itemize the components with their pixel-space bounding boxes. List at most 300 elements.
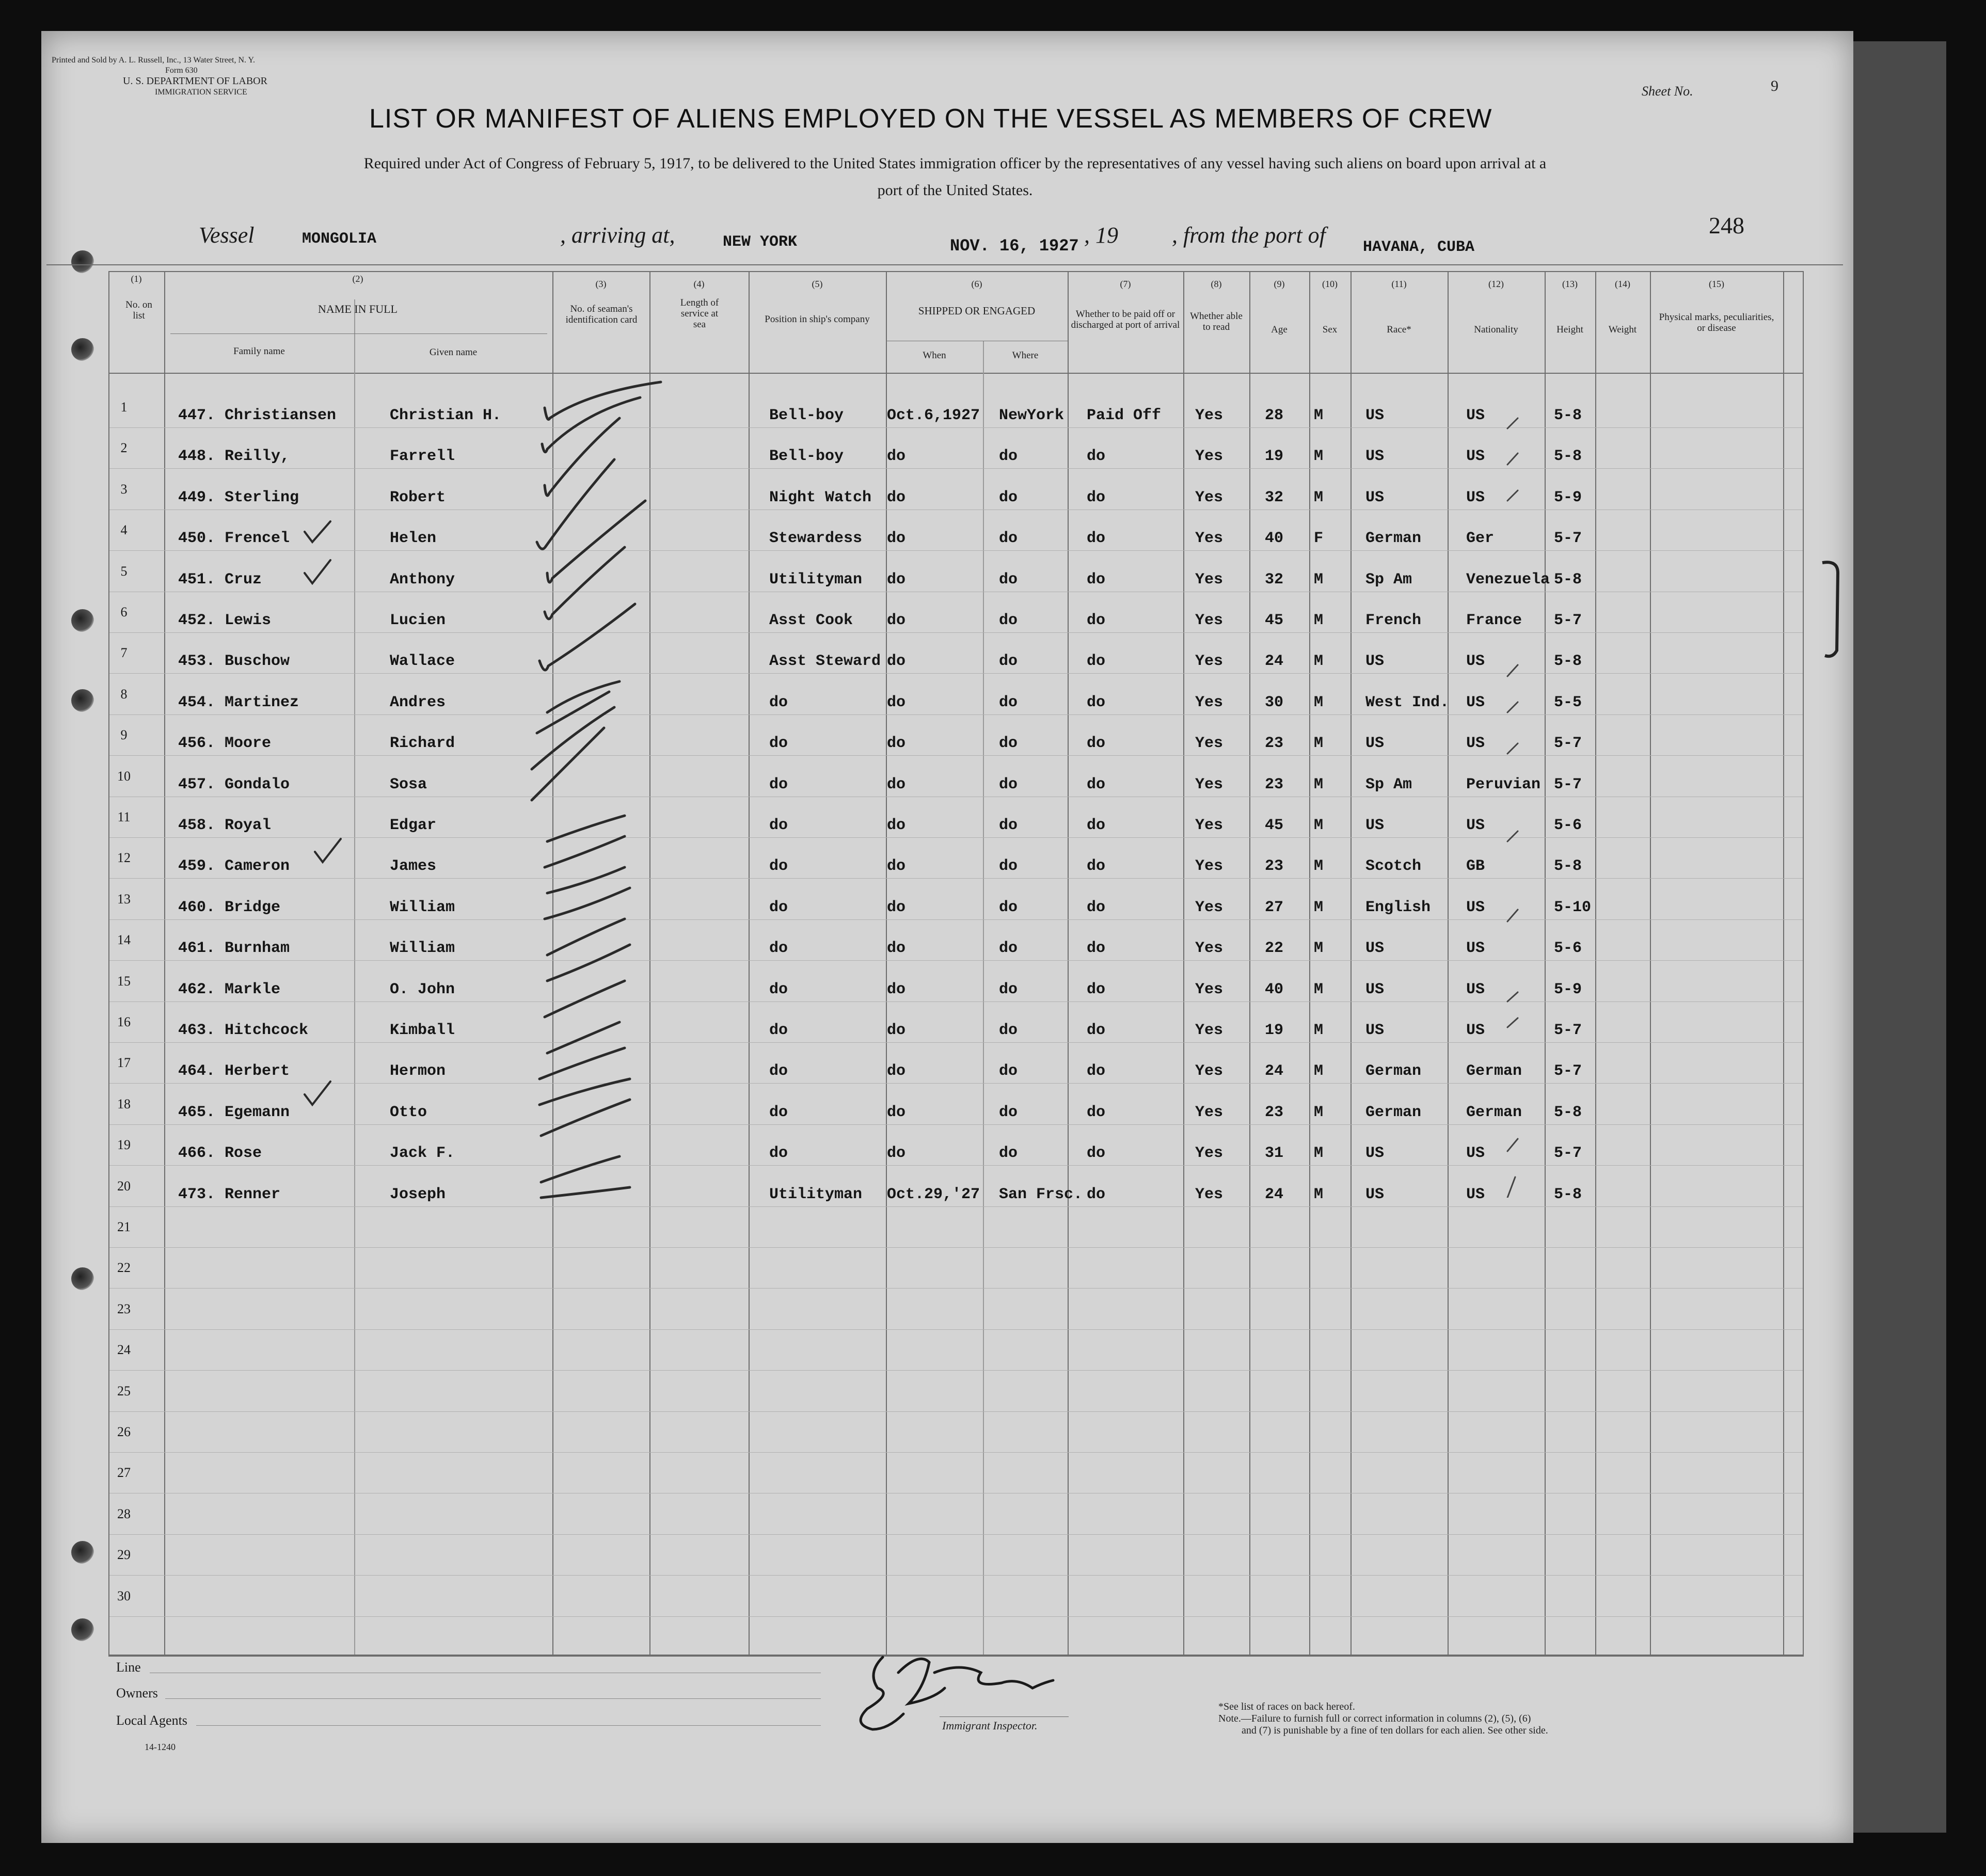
cell-position: do bbox=[769, 980, 788, 998]
cell-position: Night Watch bbox=[769, 488, 872, 506]
cell-where: do bbox=[999, 857, 1018, 876]
col6-number: (6) bbox=[971, 279, 982, 289]
cell-family: 457. Gondalo bbox=[178, 775, 290, 793]
cell-age: 28 bbox=[1265, 407, 1284, 424]
cell-race: US bbox=[1365, 817, 1385, 834]
row-number: 29 bbox=[117, 1547, 131, 1563]
cell-sex: M bbox=[1314, 898, 1324, 916]
punch-hole bbox=[71, 1267, 94, 1290]
cell-read: Yes bbox=[1195, 612, 1224, 629]
cell-read: Yes bbox=[1195, 653, 1224, 671]
cell-age: 24 bbox=[1265, 653, 1284, 671]
row-number: 19 bbox=[117, 1137, 131, 1153]
form-number: Form 630 bbox=[165, 66, 198, 75]
col2-given: Given name bbox=[429, 347, 478, 358]
row-rule bbox=[109, 837, 1803, 838]
cell-age: 45 bbox=[1265, 612, 1284, 629]
cell-when: do bbox=[887, 570, 906, 589]
cell-given: Jack F. bbox=[390, 1144, 455, 1163]
from-port: HAVANA, CUBA bbox=[1363, 239, 1475, 256]
cell-family: 465. Egemann bbox=[178, 1103, 290, 1121]
cell-nationality: German bbox=[1466, 1103, 1522, 1121]
row-number: 20 bbox=[117, 1178, 131, 1194]
subtitle-line-1: Required under Act of Congress of February 5, 1917, to be delivered to the United States immigration officer by the representatives of any vessel having such aliens on board upon arrival at a bbox=[363, 155, 1547, 172]
cell-when: do bbox=[887, 1144, 906, 1163]
cell-height: 5-9 bbox=[1554, 488, 1582, 506]
punch-hole bbox=[71, 689, 94, 712]
cell-where: do bbox=[999, 980, 1018, 998]
cell-when: do bbox=[887, 1062, 906, 1080]
col2-label: NAME IN FULL bbox=[318, 303, 398, 315]
fine-note-2: and (7) is punishable by a fine of ten dollars for each alien. See other side. bbox=[1242, 1725, 1548, 1736]
cell-given: Farrell bbox=[390, 448, 455, 466]
cell-read: Yes bbox=[1195, 735, 1224, 753]
cell-race: French bbox=[1365, 612, 1422, 629]
row-number: 4 bbox=[120, 522, 128, 538]
cell-sex: M bbox=[1314, 653, 1324, 671]
cell-family: 448. Reilly, bbox=[178, 448, 290, 466]
cell-race: US bbox=[1365, 980, 1385, 998]
cell-given: Wallace bbox=[390, 653, 455, 671]
col3-label: No. of seaman's identification card bbox=[565, 304, 638, 325]
cell-race: West Ind. bbox=[1365, 693, 1450, 711]
row-number: 23 bbox=[117, 1301, 131, 1316]
col-divider bbox=[1351, 271, 1352, 1655]
arrival-date: NOV. 16, 1927 bbox=[950, 236, 1079, 256]
sheet-label: Sheet No. bbox=[1642, 84, 1693, 99]
cell-family: 458. Royal bbox=[178, 817, 272, 834]
row-number: 5 bbox=[120, 563, 128, 579]
signature-line bbox=[940, 1716, 1069, 1717]
cell-where: do bbox=[999, 1103, 1018, 1121]
row-number: 21 bbox=[117, 1219, 131, 1234]
cell-when: do bbox=[887, 775, 906, 793]
cell-nationality: US bbox=[1466, 488, 1485, 506]
nationality-ticks bbox=[1497, 413, 1538, 1198]
row-rule bbox=[109, 1370, 1803, 1371]
cell-nationality: Peruvian bbox=[1466, 775, 1541, 793]
col8-label: Whether able to read bbox=[1190, 311, 1243, 332]
col13-label: Height bbox=[1556, 324, 1583, 335]
col2-family: Family name bbox=[233, 346, 285, 357]
row-rule bbox=[109, 427, 1803, 428]
row-rule bbox=[109, 550, 1803, 551]
cell-where: do bbox=[999, 570, 1018, 589]
cell-family: 473. Renner bbox=[178, 1185, 281, 1203]
cell-paid: do bbox=[1087, 1062, 1106, 1080]
cell-position: do bbox=[769, 693, 788, 711]
row-rule bbox=[109, 878, 1803, 879]
cell-nationality: US bbox=[1466, 448, 1485, 466]
cell-read: Yes bbox=[1195, 448, 1224, 466]
vessel-label: Vessel bbox=[199, 222, 255, 248]
punch-hole bbox=[71, 1541, 94, 1564]
cell-height: 5-7 bbox=[1554, 735, 1582, 753]
col-divider bbox=[1650, 271, 1651, 1655]
cell-height: 5-7 bbox=[1554, 530, 1582, 548]
row-number: 10 bbox=[117, 768, 131, 784]
cell-paid: do bbox=[1087, 1103, 1106, 1121]
col10-label: Sex bbox=[1322, 324, 1338, 335]
cell-given: Sosa bbox=[390, 775, 427, 793]
fine-note-1: Note.—Failure to furnish full or correct information in columns (2), (5), (6) bbox=[1218, 1713, 1531, 1724]
owners-field bbox=[165, 1698, 821, 1699]
cell-nationality: US bbox=[1466, 980, 1485, 998]
cell-paid: do bbox=[1087, 898, 1106, 916]
col-divider bbox=[1595, 271, 1596, 1655]
cell-height: 5-7 bbox=[1554, 1022, 1582, 1039]
cell-race: US bbox=[1365, 1144, 1385, 1163]
cell-sex: M bbox=[1314, 448, 1324, 466]
cell-position: do bbox=[769, 1144, 788, 1163]
row-number: 7 bbox=[120, 645, 128, 661]
cell-sex: F bbox=[1314, 530, 1324, 548]
cell-race: US bbox=[1365, 1022, 1385, 1039]
cell-read: Yes bbox=[1195, 693, 1224, 711]
col1-number: (1) bbox=[131, 274, 142, 284]
col-divider bbox=[1545, 271, 1546, 1655]
cell-age: 19 bbox=[1265, 1022, 1284, 1039]
cell-age: 24 bbox=[1265, 1185, 1284, 1203]
cell-nationality: German bbox=[1466, 1062, 1522, 1080]
cell-when: do bbox=[887, 980, 906, 998]
cell-sex: M bbox=[1314, 407, 1324, 424]
cell-age: 24 bbox=[1265, 1062, 1284, 1080]
cell-paid: do bbox=[1087, 1185, 1106, 1203]
cell-race: German bbox=[1365, 1103, 1422, 1121]
cell-race: US bbox=[1365, 940, 1385, 958]
cell-read: Yes bbox=[1195, 1022, 1224, 1039]
cell-family: 463. Hitchcock bbox=[178, 1022, 309, 1039]
form-code: 14-1240 bbox=[145, 1742, 176, 1752]
col14-number: (14) bbox=[1615, 279, 1630, 289]
cell-age: 19 bbox=[1265, 448, 1284, 466]
col-divider bbox=[164, 271, 165, 1655]
row-rule bbox=[109, 1042, 1803, 1043]
cell-given: O. John bbox=[390, 980, 455, 998]
row-number: 2 bbox=[120, 440, 128, 456]
printer-line: Printed and Sold by A. L. Russell, Inc., 13 Water Street, N. Y. bbox=[52, 56, 255, 65]
cell-family: 461. Burnham bbox=[178, 940, 290, 958]
row-rule bbox=[109, 1083, 1803, 1084]
col9-number: (9) bbox=[1274, 279, 1285, 289]
row-number: 3 bbox=[120, 481, 128, 497]
col5-label: Position in ship's company bbox=[765, 314, 870, 325]
col3-number: (3) bbox=[595, 279, 607, 289]
cell-given: Christian H. bbox=[390, 407, 502, 424]
local-agents-label: Local Agents bbox=[116, 1713, 187, 1728]
cell-paid: do bbox=[1087, 570, 1106, 589]
cell-position: do bbox=[769, 1103, 788, 1121]
cell-where: do bbox=[999, 898, 1018, 916]
cell-paid: do bbox=[1087, 980, 1106, 998]
cell-sex: M bbox=[1314, 857, 1324, 876]
year-label: , 19 bbox=[1084, 222, 1118, 248]
vessel-name: MONGOLIA bbox=[302, 230, 377, 248]
cell-age: 40 bbox=[1265, 530, 1284, 548]
col5-number: (5) bbox=[812, 279, 823, 289]
col15-label: Physical marks, peculiarities, or disease bbox=[1659, 312, 1774, 333]
cell-height: 5-8 bbox=[1554, 448, 1582, 466]
cell-family: 452. Lewis bbox=[178, 612, 272, 629]
row-rule bbox=[109, 468, 1803, 469]
col-divider bbox=[1783, 271, 1784, 1655]
col6-label: SHIPPED OR ENGAGED bbox=[918, 305, 1036, 317]
sheet-number: 9 bbox=[1771, 77, 1778, 94]
arriving-label: , arriving at, bbox=[560, 222, 675, 248]
row-rule bbox=[109, 1575, 1803, 1576]
col-divider bbox=[1068, 271, 1069, 1655]
cell-position: do bbox=[769, 775, 788, 793]
cell-sex: M bbox=[1314, 612, 1324, 629]
cell-age: 23 bbox=[1265, 735, 1284, 753]
owners-label: Owners bbox=[116, 1686, 158, 1700]
cell-when: do bbox=[887, 1022, 906, 1039]
cell-family: 454. Martinez bbox=[178, 693, 299, 711]
cell-paid: do bbox=[1087, 1022, 1106, 1039]
row-rule bbox=[109, 755, 1803, 756]
col-divider bbox=[1183, 271, 1184, 1655]
cell-when: do bbox=[887, 817, 906, 834]
row-rule bbox=[109, 1452, 1803, 1453]
cell-read: Yes bbox=[1195, 488, 1224, 506]
cell-family: 460. Bridge bbox=[178, 898, 281, 916]
cell-paid: do bbox=[1087, 1144, 1106, 1163]
row-number: 24 bbox=[117, 1342, 131, 1358]
cell-read: Yes bbox=[1195, 1144, 1224, 1163]
row-rule bbox=[109, 1288, 1803, 1289]
col11-number: (11) bbox=[1391, 279, 1407, 289]
row-number: 13 bbox=[117, 891, 131, 907]
cell-nationality: US bbox=[1466, 407, 1485, 424]
cell-paid: Paid Off bbox=[1087, 407, 1162, 424]
cell-given: Richard bbox=[390, 735, 455, 753]
row-rule bbox=[109, 1001, 1803, 1002]
cell-read: Yes bbox=[1195, 980, 1224, 998]
cell-given: Robert bbox=[390, 488, 446, 506]
row-rule bbox=[109, 1124, 1803, 1125]
col-divider bbox=[749, 271, 750, 1655]
row-number: 28 bbox=[117, 1506, 131, 1521]
cell-nationality: US bbox=[1466, 735, 1485, 753]
cell-sex: M bbox=[1314, 940, 1324, 958]
cell-where: do bbox=[999, 775, 1018, 793]
cell-nationality: US bbox=[1466, 1022, 1485, 1039]
cell-when: do bbox=[887, 530, 906, 548]
cell-sex: M bbox=[1314, 775, 1324, 793]
cell-family: 453. Buschow bbox=[178, 653, 290, 671]
cell-race: US bbox=[1365, 448, 1385, 466]
cell-given: James bbox=[390, 857, 437, 876]
cell-given: William bbox=[390, 940, 455, 958]
cell-family: 459. Cameron bbox=[178, 857, 290, 876]
cell-nationality: GB bbox=[1466, 857, 1485, 876]
cell-height: 5-8 bbox=[1554, 653, 1582, 671]
cell-race: US bbox=[1365, 488, 1385, 506]
row-rule bbox=[109, 1247, 1803, 1248]
cell-position: do bbox=[769, 817, 788, 834]
cell-read: Yes bbox=[1195, 1185, 1224, 1203]
cell-given: Lucien bbox=[390, 612, 446, 629]
cell-family: 464. Herbert bbox=[178, 1062, 290, 1080]
cell-where: do bbox=[999, 448, 1018, 466]
cell-height: 5-8 bbox=[1554, 1103, 1582, 1121]
cell-nationality: US bbox=[1466, 1185, 1485, 1203]
line-label: Line bbox=[116, 1660, 141, 1675]
cell-family: 450. Frencel bbox=[178, 530, 290, 548]
subtitle-line-2: port of the United States. bbox=[877, 182, 1033, 199]
cell-position: do bbox=[769, 735, 788, 753]
cell-where: do bbox=[999, 653, 1018, 671]
col12-number: (12) bbox=[1488, 279, 1504, 289]
cell-given: Joseph bbox=[390, 1185, 446, 1203]
cell-sex: M bbox=[1314, 735, 1324, 753]
cell-given: Helen bbox=[390, 530, 437, 548]
cell-given: Kimball bbox=[390, 1022, 455, 1039]
col1-label: No. on list bbox=[125, 299, 152, 321]
punch-hole bbox=[71, 338, 94, 361]
row-number: 14 bbox=[117, 932, 131, 948]
col8-number: (8) bbox=[1211, 279, 1222, 289]
cell-when: do bbox=[887, 898, 906, 916]
cell-where: San Frsc. bbox=[999, 1185, 1083, 1203]
cell-race: English bbox=[1365, 898, 1431, 916]
row-number: 6 bbox=[120, 605, 128, 619]
cell-sex: M bbox=[1314, 1144, 1324, 1163]
agents-field bbox=[196, 1725, 821, 1726]
cell-when: do bbox=[887, 448, 906, 466]
cell-sex: M bbox=[1314, 1022, 1324, 1039]
cell-age: 45 bbox=[1265, 817, 1284, 834]
cell-family: 466. Rose bbox=[178, 1144, 262, 1163]
cell-age: 27 bbox=[1265, 898, 1284, 916]
row-rule bbox=[109, 1165, 1803, 1166]
document-title: LIST OR MANIFEST OF ALIENS EMPLOYED ON THE VESSEL AS MEMBERS OF CREW bbox=[369, 104, 1492, 134]
cell-paid: do bbox=[1087, 940, 1106, 958]
cell-age: 32 bbox=[1265, 488, 1284, 506]
cell-nationality: US bbox=[1466, 693, 1485, 711]
cell-when: do bbox=[887, 653, 906, 671]
cell-position: do bbox=[769, 898, 788, 916]
cell-race: German bbox=[1365, 530, 1422, 548]
cell-read: Yes bbox=[1195, 775, 1224, 793]
cell-paid: do bbox=[1087, 857, 1106, 876]
cell-when: do bbox=[887, 735, 906, 753]
service: IMMIGRATION SERVICE bbox=[155, 88, 247, 97]
row-number: 25 bbox=[117, 1383, 131, 1398]
cell-race: Sp Am bbox=[1365, 570, 1412, 589]
cell-nationality: France bbox=[1466, 612, 1522, 629]
col13-number: (13) bbox=[1562, 279, 1578, 289]
cell-height: 5-8 bbox=[1554, 570, 1582, 589]
cell-nationality: Ger bbox=[1466, 530, 1495, 548]
cell-age: 23 bbox=[1265, 857, 1284, 876]
row-rule bbox=[109, 1329, 1803, 1330]
header-bottom-rule bbox=[108, 373, 1804, 374]
row-number: 30 bbox=[117, 1588, 131, 1603]
row-rule bbox=[109, 919, 1803, 920]
cell-age: 30 bbox=[1265, 693, 1284, 711]
cell-paid: do bbox=[1087, 817, 1106, 834]
cell-position: Asst Steward bbox=[769, 653, 881, 671]
cell-position: Bell-boy bbox=[769, 407, 844, 424]
cell-position: do bbox=[769, 1062, 788, 1080]
inspector-label: Immigrant Inspector. bbox=[942, 1719, 1038, 1732]
name-sub-rule bbox=[170, 333, 547, 334]
cell-sex: M bbox=[1314, 817, 1324, 834]
cell-where: NewYork bbox=[999, 407, 1065, 424]
cell-where: do bbox=[999, 735, 1018, 753]
punch-hole bbox=[71, 1618, 94, 1641]
cell-sex: M bbox=[1314, 693, 1324, 711]
col-divider bbox=[354, 299, 355, 1655]
cell-position: Utilityman bbox=[769, 570, 863, 589]
col-divider bbox=[886, 271, 887, 1655]
cell-where: do bbox=[999, 693, 1018, 711]
row-number: 18 bbox=[117, 1096, 131, 1111]
col14-label: Weight bbox=[1608, 324, 1637, 335]
cell-family: 462. Markle bbox=[178, 980, 281, 998]
cell-read: Yes bbox=[1195, 570, 1224, 589]
department: U. S. DEPARTMENT OF LABOR bbox=[123, 75, 267, 87]
cell-when: Oct.29,'27 bbox=[887, 1185, 980, 1203]
cell-where: do bbox=[999, 488, 1018, 506]
page-number: 248 bbox=[1709, 212, 1744, 239]
row-number: 11 bbox=[117, 809, 131, 824]
cell-given: Anthony bbox=[390, 570, 455, 589]
row-rule bbox=[109, 632, 1803, 633]
cell-race: Scotch bbox=[1365, 857, 1422, 876]
row-rule bbox=[109, 1616, 1803, 1617]
cell-height: 5-8 bbox=[1554, 1185, 1582, 1203]
row-number: 26 bbox=[117, 1424, 131, 1439]
cell-nationality: US bbox=[1466, 653, 1485, 671]
cell-where: do bbox=[999, 940, 1018, 958]
page-edge bbox=[1853, 41, 1946, 1833]
cell-position: Bell-boy bbox=[769, 448, 844, 466]
arriving-port: NEW YORK bbox=[723, 233, 798, 251]
col7-number: (7) bbox=[1120, 279, 1131, 289]
cell-where: do bbox=[999, 1144, 1018, 1163]
col15-number: (15) bbox=[1709, 279, 1724, 289]
col-divider bbox=[1448, 271, 1449, 1655]
cell-height: 5-8 bbox=[1554, 857, 1582, 876]
cell-paid: do bbox=[1087, 488, 1106, 506]
col-divider bbox=[1309, 271, 1310, 1655]
cell-when: do bbox=[887, 488, 906, 506]
cell-read: Yes bbox=[1195, 407, 1224, 424]
cell-nationality: US bbox=[1466, 898, 1485, 916]
cell-given: Andres bbox=[390, 693, 446, 711]
row-number: 22 bbox=[117, 1260, 131, 1276]
cell-sex: M bbox=[1314, 1103, 1324, 1121]
cell-race: US bbox=[1365, 653, 1385, 671]
cell-height: 5-5 bbox=[1554, 693, 1582, 711]
cell-height: 5-6 bbox=[1554, 940, 1582, 958]
cell-age: 32 bbox=[1265, 570, 1284, 589]
cell-given: Otto bbox=[390, 1103, 427, 1121]
row-number: 12 bbox=[117, 850, 131, 866]
cell-sex: M bbox=[1314, 980, 1324, 998]
cell-height: 5-8 bbox=[1554, 407, 1582, 424]
cell-paid: do bbox=[1087, 612, 1106, 629]
cell-sex: M bbox=[1314, 1185, 1324, 1203]
cell-read: Yes bbox=[1195, 817, 1224, 834]
row-number: 27 bbox=[117, 1465, 131, 1481]
cell-race: US bbox=[1365, 1185, 1385, 1203]
cell-position: do bbox=[769, 857, 788, 876]
cell-nationality: US bbox=[1466, 817, 1485, 834]
